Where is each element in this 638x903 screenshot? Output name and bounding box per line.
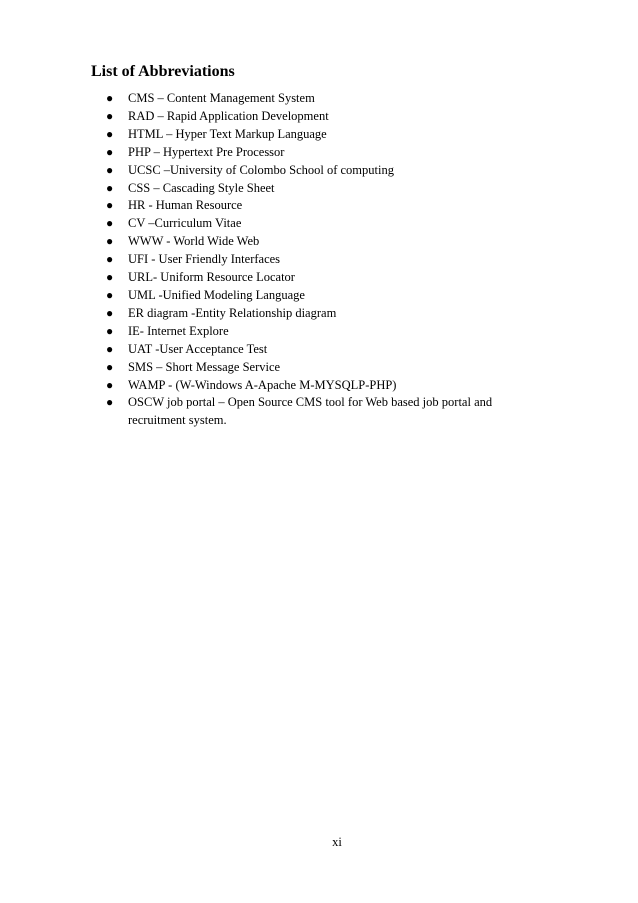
bullet-icon: ● (106, 91, 114, 105)
list-item-text: URL- Uniform Resource Locator (128, 270, 295, 285)
bullet-icon: ● (106, 377, 114, 392)
list-item-text: HTML – Hyper Text Markup Language (128, 126, 327, 141)
bullet-icon: ● (106, 162, 114, 177)
bullet-icon: ● (106, 180, 114, 195)
list-item (0, 359, 638, 377)
bullet-icon: ● (106, 234, 114, 249)
bullet-icon: ● (106, 323, 114, 338)
list-item-text: WAMP - (W-Windows A-Apache M-MYSQLP-PHP) (128, 377, 397, 392)
list-item-text: OSCW job portal – Open Source CMS tool for Web based job portal and recruitment system. (128, 395, 493, 428)
list-item (0, 287, 638, 305)
list-item (0, 233, 638, 251)
list-item-text: RAD – Rapid Application Development (128, 108, 329, 123)
list-item-text: UML -Unified Modeling Language (128, 287, 305, 302)
list-item-text: IE- Internet Explore (128, 323, 229, 338)
list-item (0, 341, 638, 359)
bullet-icon: ● (106, 108, 114, 123)
list-item-text: UCSC –University of Colombo School of computing (128, 162, 394, 177)
list-item-text: CV –Curriculum Vitae (128, 216, 242, 231)
list-item (0, 90, 638, 108)
list-item-text: CSS – Cascading Style Sheet (128, 180, 275, 195)
bullet-icon: ● (106, 305, 114, 320)
list-item-text: HR - Human Resource (128, 198, 243, 213)
bullet-icon: ● (106, 144, 114, 159)
list-item-text: UAT -User Acceptance Test (128, 341, 268, 356)
list-item (0, 305, 638, 323)
page-number: xi (332, 835, 342, 849)
list-item-text: WWW - World Wide Web (128, 234, 260, 249)
list-item (0, 215, 638, 233)
list-item (0, 377, 638, 395)
bullet-icon: ● (106, 252, 114, 267)
list-item (0, 394, 638, 430)
list-item (0, 197, 638, 215)
list-item (0, 126, 638, 144)
bullet-icon: ● (106, 395, 114, 410)
bullet-icon: ● (106, 216, 114, 231)
bullet-icon: ● (106, 359, 114, 374)
list-item-text: CMS – Content Management System (128, 91, 315, 105)
bullet-icon: ● (106, 126, 114, 141)
list-item (0, 144, 638, 162)
bullet-icon: ● (106, 270, 114, 285)
list-item (0, 269, 638, 287)
list-item-text: PHP – Hypertext Pre Processor (128, 144, 285, 159)
list-item (0, 180, 638, 198)
list-item (0, 162, 638, 180)
abbreviation-list (0, 90, 638, 430)
list-item (0, 108, 638, 126)
list-item (0, 251, 638, 269)
page-title: List of Abbreviations (91, 63, 235, 80)
list-item-text: SMS – Short Message Service (128, 359, 281, 374)
list-item-text: UFI - User Friendly Interfaces (128, 252, 281, 267)
list-item (0, 323, 638, 341)
bullet-icon: ● (106, 341, 114, 356)
bullet-icon: ● (106, 287, 114, 302)
list-item-text: ER diagram -Entity Relationship diagram (128, 305, 337, 320)
bullet-icon: ● (106, 198, 114, 213)
